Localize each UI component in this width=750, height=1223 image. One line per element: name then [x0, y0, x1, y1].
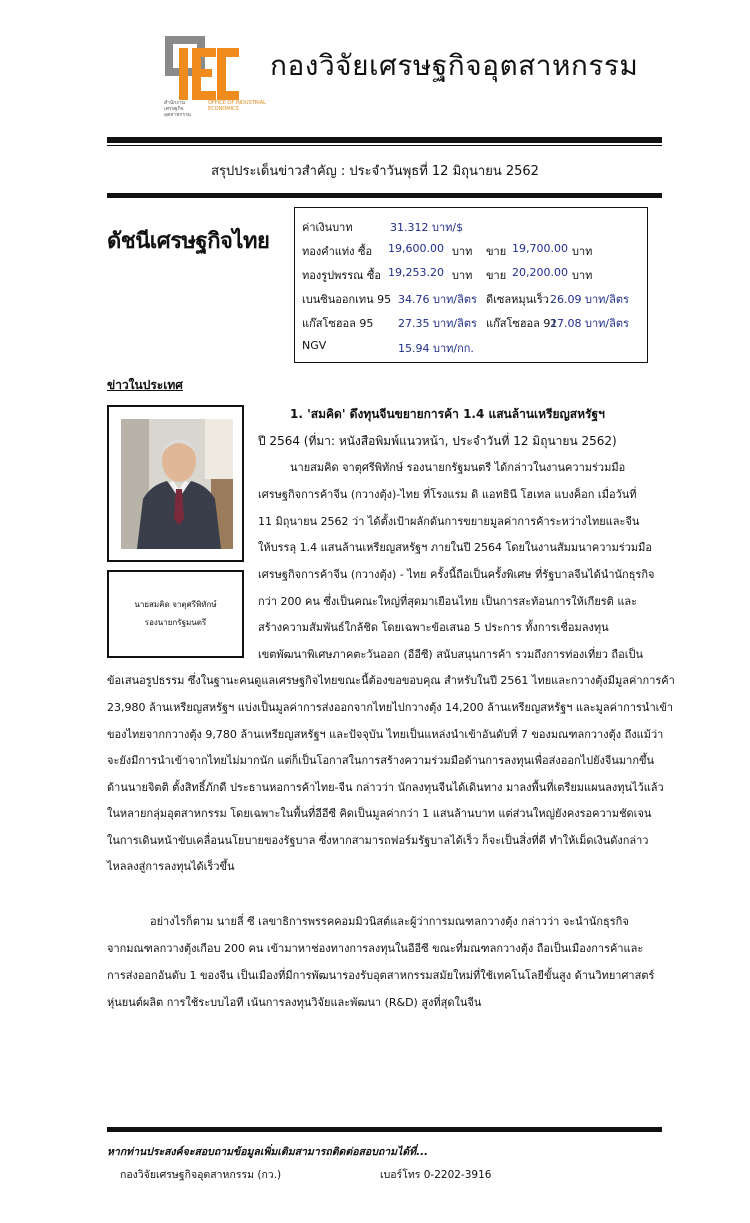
- news-line: เขตพัฒนาพิเศษภาคตะวันออก (อีอีซี) สนับสนุนการค้า รวมถึงการท่องเที่ยว ถือเป็น: [258, 648, 643, 661]
- price-value: 15.94 บาท/กก.: [398, 342, 474, 355]
- logo-mark: [165, 36, 239, 100]
- section-heading: ข่าวในประเทศ: [107, 378, 183, 392]
- price-value: 31.312 บาท/$: [390, 221, 464, 234]
- price-row: [302, 339, 642, 355]
- price-row: [302, 314, 642, 330]
- price-label: บาท: [572, 269, 593, 282]
- news-line: ด้านนายจิตติ ตั้งสิทธิ์ภักดี ประธานหอการค้าไทย-จีน กล่าวว่า นักลงทุนจีนได้เดินทาง มาลงพื้นที่เตรียมแผนลงทุนไว้แล้ว: [107, 781, 664, 794]
- caption-frame: [107, 570, 244, 658]
- price-value: 26.09 บาท/ลิตร: [550, 293, 629, 306]
- news-line: กว่า 200 คน ซึ่งเป็นคณะใหญ่ที่สุดมาเยือนไทย เป็นการสะท้อนการให้เกียรติ และ: [258, 595, 638, 608]
- price-label: บาท: [452, 269, 473, 282]
- photo-frame: [107, 405, 244, 562]
- news-line: การส่งออกอันดับ 1 ของจีน เป็นเมืองที่มีการพัฒนารองรับอุตสาหกรรมสมัยใหม่ที่ใช้เทคโนโลยีขั้นสูง ด้านวิทยาศาสตร์: [107, 969, 655, 982]
- logo-caption-english: OFFICE OF INDUSTRIAL ECONOMICS: [208, 100, 266, 112]
- price-label: NGV: [302, 339, 327, 352]
- header-divider-thin: [107, 145, 662, 146]
- price-label: แก๊สโซฮอล 95: [302, 317, 374, 330]
- footer-note: หากท่านประสงค์จะสอบถามข้อมูลเพิ่มเติมสามารถติดต่อสอบถามได้ที่...: [107, 1146, 429, 1158]
- news-line: อย่างไรก็ตาม นายลี่ ซี เลขาธิการพรรคคอมมิวนิสต์และผู้ว่าการมณฑลกวางตุ้ง กล่าวว่า จะนำนักธุรกิจ: [150, 915, 629, 928]
- news-line: สร้างความสัมพันธ์ใกล้ชิด โดยเฉพาะข้อเสนอ 5 ประการ ทั้งการเชื่อมลงทุน: [258, 621, 609, 634]
- caption-position: รองนายกรัฐมนตรี: [144, 618, 207, 627]
- price-label: ทองคำแท่ง ซื้อ: [302, 245, 373, 258]
- news-line: ไหลลงสู่การลงทุนได้เร็วขึ้น: [107, 860, 235, 873]
- price-label: ขาย: [486, 269, 507, 282]
- price-label: บาท: [572, 245, 593, 258]
- footer-divider: [107, 1127, 662, 1132]
- org-title: กองวิจัยเศรษฐกิจอุตสาหกรรม: [270, 49, 639, 82]
- news-line: ให้บรรลุ 1.4 แสนล้านเหรียญสหรัฐฯ ภายในปี 2564 โดยในงานสัมมนาความร่วมมือ: [258, 541, 653, 554]
- price-row: [302, 218, 642, 234]
- price-value: 27.35 บาท/ลิตร: [398, 317, 477, 330]
- news-line: ข้อเสนอรูปธรรม ซึ่งในฐานะคนดูแลเศรษฐกิจไทยขณะนี้ต้องขอขอบคุณ สำหรับในปี 2561 ไทยและกวางตุ้งมีมูลค่าการค้า: [107, 674, 675, 687]
- news-line: จากมณฑลกวางตุ้งเกือบ 200 คน เข้ามาหาช่องทางการลงทุนในอีอีซี ขณะที่มณฑลกวางตุ้ง ถือเป็นเมืองการค้าและ: [107, 942, 644, 955]
- news-line: นายสมคิด จาตุศรีพิทักษ์ รองนายกรัฐมนตรี ได้กล่าวในงานความร่วมมือ: [290, 461, 626, 474]
- price-value: 19,253.20: [388, 266, 444, 279]
- price-value: 27.08 บาท/ลิตร: [550, 317, 629, 330]
- price-row: [302, 266, 642, 282]
- price-label: ขาย: [486, 245, 507, 258]
- news-line: ของไทยจากกวางตุ้ง 9,780 ล้านเหรียญสหรัฐฯ และปัจจุบัน ไทยเป็นแหล่งนำเข้าอันดับที่ 7 ของมณฑลกวางตุ้ง ถึงแม้ว่า: [107, 728, 664, 741]
- indicator-title: ดัชนีเศรษฐกิจไทย: [107, 229, 270, 254]
- price-value: 19,600.00: [388, 242, 444, 255]
- footer-phone: เบอร์โทร 0-2202-3916: [380, 1169, 492, 1181]
- price-table: [294, 207, 648, 363]
- news-line: เศรษฐกิจการค้าจีน (กวางตุ้ง)-ไทย ที่โรงแรม ดิ แอทธินี โฮเทล แบงค็อก เมื่อวันที่: [258, 488, 637, 501]
- price-value: 34.76 บาท/ลิตร: [398, 293, 477, 306]
- price-value: 19,700.00: [512, 242, 568, 255]
- price-label: เบนซินออกเทน 95: [302, 293, 392, 306]
- portrait-photo: [121, 419, 233, 549]
- summary-title: สรุปประเด็นข่าวสำคัญ : ประจำวันพุธที่ 12 มิถุนายน 2562: [211, 164, 539, 179]
- summary-divider: [107, 193, 662, 198]
- news-line: 23,980 ล้านเหรียญสหรัฐฯ แบ่งเป็นมูลค่าการส่งออกจากไทยไปกวางตุ้ง 14,200 ล้านเหรียญสหรัฐฯ และมูลค่าการนำเข้า: [107, 701, 674, 714]
- price-value: 20,200.00: [512, 266, 568, 279]
- news-line: ปี 2564 (ที่มา: หนังสือพิมพ์แนวหน้า, ประจำวันที่ 12 มิถุนายน 2562): [258, 434, 617, 448]
- price-row: [302, 242, 642, 258]
- price-label: ดีเซลหมุนเร็ว: [486, 293, 549, 306]
- caption-name: นายสมคิด จาตุศรีพิทักษ์: [134, 600, 217, 609]
- logo-caption-thai: สำนักงาน เศรษฐกิจอุตสาหกรรม: [164, 100, 192, 118]
- news-line: หุ่นยนต์ผลิต การใช้ระบบไอที เน้นการลงทุนวิจัยและพัฒนา (R&D) สูงที่สุดในจีน: [107, 996, 482, 1009]
- price-label: แก๊สโซฮอล 91: [486, 317, 558, 330]
- news-line: เศรษฐกิจการค้าจีน (กวางตุ้ง) - ไทย ครั้งนี้ถือเป็นครั้งพิเศษ ที่รัฐบาลจีนได้นำนักธุรกิจ: [258, 568, 655, 581]
- price-row: [302, 290, 642, 306]
- price-label: บาท: [452, 245, 473, 258]
- news-line: ในหลายกลุ่มอุตสาหกรรม โดยเฉพาะในพื้นที่อีอีซี คิดเป็นมูลค่ากว่า 1 แสนล้านบาท แต่ส่วนใหญ่ยังคงรอความชัดเจน: [107, 807, 652, 820]
- price-label: ค่าเงินบาท: [302, 221, 353, 234]
- footer-org: กองวิจัยเศรษฐกิจอุตสาหกรรม (กว.): [120, 1169, 282, 1181]
- news-line: จะยังมีการนำเข้าจากไทยไม่มากนัก แต่ก็เป็นโอกาสในการสร้างความร่วมมือด้านการลงทุนเพื่อส่งออกไปยังจีนมากขึ้น: [107, 754, 655, 767]
- news-headline: 1. 'สมคิด' ดึงทุนจีนขยายการค้า 1.4 แสนล้านเหรียญสหรัฐฯ: [290, 407, 605, 421]
- news-line: ในการเดินหน้าขับเคลื่อนนโยบายของรัฐบาล ซึ่งหากสามารถฟอร์มรัฐบาลได้เร็ว ก็จะเป็นสิ่งที่ดี ทำให้เม็ดเงินดังกล่าว: [107, 834, 649, 847]
- news-line: 11 มิถุนายน 2562 ว่า ได้ตั้งเป้าผลักดันการขยายมูลค่าการค้าระหว่างไทยและจีน: [258, 515, 640, 528]
- header-divider: [107, 137, 662, 143]
- photo-caption: [109, 596, 242, 632]
- price-label: ทองรูปพรรณ ซื้อ: [302, 269, 381, 282]
